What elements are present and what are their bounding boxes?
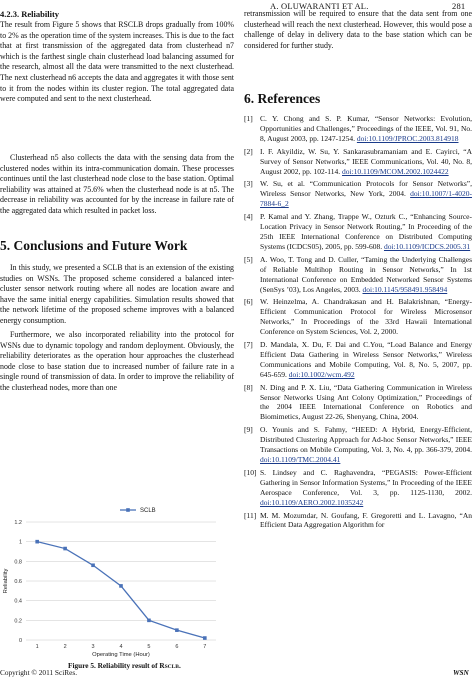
figure-5-caption: Figure 5. Reliability result of RSCLB. [68, 661, 181, 670]
reference-number: [4] [244, 212, 253, 222]
reference-number: [7] [244, 340, 253, 350]
data-point [91, 563, 95, 567]
reference-number: [10] [244, 467, 257, 477]
reference-item [244, 255, 472, 295]
legend-marker [126, 508, 130, 512]
reference-citation: O. Younis and S. Fahmy, “HEED: A Hybrid, Energy-Efficient, Distributed Clustering Approach for Ad-hoc Sensor Networks,” IEEE Transactions on Mobile Computing, Vol. 3, No. 4, pp. 366-379, 2004. [260, 425, 472, 455]
reference-doi-link[interactable]: doi:10.1109/AERO.2002.1035242 [260, 497, 364, 507]
reference-list [244, 114, 472, 533]
data-point [63, 547, 67, 551]
reference-text [260, 468, 472, 508]
reliability-chart [0, 500, 234, 658]
reference-text [260, 511, 472, 531]
reference-citation: M. M. Mozumdar, N. Goufang, F. Gregoretti and L. Lavagno, “An Efficient Data Aggregation Algorithm for [260, 510, 472, 530]
reference-item [244, 147, 472, 177]
reference-number: [6] [244, 297, 253, 307]
y-tick-label: 0.4 [14, 598, 22, 605]
reference-citation: S. Lindsey and C. Raghavendra, “PEGASIS: Power-Efficient Gathering in Sensor Information Systems,” In Proceeding of the IEEE Aerospace Conference, Vol. 3, pp. 1125-1130, 2002. [260, 467, 472, 497]
reference-item [244, 425, 472, 465]
paragraph-conclusions-1: In this study, we presented a SCLB that is an extension of the existing studies on WSNs. The proposed scheme considered a balanced inter-cluster sensor network routing where all nodes are location aware and have the same initial energy capabilities. Simulation results showed that the network lifetime of the proposed scheme improves with a balanced energy consumption. [0, 263, 234, 325]
heading-conclusions: 5. Conclusions and Future Work [0, 238, 188, 253]
reference-item [244, 468, 472, 508]
data-point [203, 636, 207, 640]
reference-citation: W. Heinzelma, A. Chandrakasan and H. Balakrishnan, “Energy-Efficient Communication Protocol for Wireless Microsensor Networks,” In Proceedings of the 33rd Hawaii International Conference on System Sciences, Vol. 2, 2000. [260, 297, 472, 337]
x-axis-label: Operating Time (Hour) [92, 652, 150, 658]
reference-citation: W. Su, et al. “Communication Protocols for Sensor Networks”, Wireless Sensor Networks, New York, 2004. [260, 179, 472, 199]
reference-doi-link[interactable]: doi:10.1007/1-4020-7884-6_2 [260, 189, 472, 209]
y-axis-label: Reliability [3, 568, 9, 594]
paragraph-conclusions-2: Furthermore, we also incorporated reliability into the protocol for WSNs due to dynamic topology and random deployment. Obviously, the reliability deteriorates as the operation hour approaches the clusterhead node close to base station due to increased number of failure rate in a single round of transmission of data. In order to improve the reliability of the clusterhead nodes, more than one [0, 330, 234, 392]
reference-text [260, 383, 472, 423]
reference-item [244, 340, 472, 380]
reference-text [260, 255, 472, 295]
x-tick-label: 3 [91, 644, 95, 650]
series-line-sclb [37, 542, 205, 638]
x-tick-label: 5 [147, 644, 151, 650]
reference-text [260, 212, 472, 252]
x-tick-label: 4 [119, 644, 123, 650]
reference-number: [8] [244, 382, 253, 392]
reference-doi-link[interactable]: doi:10.1109/TMC.2004.41 [260, 455, 341, 464]
reference-text [260, 114, 472, 144]
heading-references: 6. References [244, 91, 321, 106]
x-tick-label: 1 [35, 644, 39, 650]
paragraph-continuation: retransmission will be required to ensure that the data sent from one clusterhead will reach the next clusterhead. However, this would pose a challenge of delay in delivery data to the base station which can be considered for further study. [244, 9, 472, 50]
reference-text [260, 340, 472, 380]
reference-doi-link[interactable]: doi:10.1145/958491.958494 [362, 284, 448, 294]
reference-text [260, 179, 472, 209]
running-header-authors: A. OLUWARANTI ET AL. [270, 1, 369, 11]
reference-item [244, 511, 472, 531]
data-point [119, 584, 123, 588]
reference-item [244, 212, 472, 252]
reference-number: [1] [244, 114, 253, 123]
reference-number: [3] [244, 179, 253, 189]
y-tick-label: 1.2 [14, 520, 22, 526]
y-tick-label: 0.8 [14, 559, 22, 566]
x-tick-label: 2 [63, 644, 67, 650]
y-tick-label: 0.6 [14, 579, 22, 585]
reference-doi-link[interactable]: doi:10.1002/wcm.492 [288, 369, 355, 379]
data-point [147, 619, 151, 623]
section-title-reliability: 4.2.3. Reliability [0, 9, 60, 19]
y-tick-label: 0 [18, 638, 22, 644]
reference-number: [2] [244, 146, 253, 156]
reference-item [244, 297, 472, 337]
footer-journal: WSN [453, 668, 469, 677]
reference-citation: N. Ding and P. X. Liu, “Data Gathering Communication in Wireless Sensor Networks Using Ant Colony Optimization,” Proceedings of the 2004 IEEE International Conference on Robotics and Biomimetics, August 22-26, Shenyang, China, 2004. [260, 382, 472, 422]
reference-item [244, 383, 472, 423]
y-tick-label: 1 [18, 539, 22, 546]
reference-item [244, 114, 472, 144]
data-point [175, 628, 179, 632]
reference-number: [5] [244, 254, 253, 264]
reference-doi-link[interactable]: doi:10.1109/MCOM.2002.1024422 [342, 166, 449, 176]
reference-number: [11] [244, 510, 257, 520]
reference-text [260, 147, 472, 177]
footer-copyright: Copyright © 2011 SciRes. [0, 668, 78, 677]
reference-citation: C. Y. Chong and S. P. Kumar, “Sensor Networks: Evolution, Opportunities and Challenges,” Proceedings of the IEEE, Vol. 91, No. 8, August 2003, pp. 1247-1254. [260, 114, 472, 143]
reference-item [244, 179, 472, 209]
x-tick-label: 6 [175, 644, 179, 650]
reference-doi-link[interactable]: doi:10.1109/ICDCS.2005.31 [383, 241, 471, 251]
reference-citation: I. F. Akyildiz, W. Su, Y. Sankarasubramaniam and E. Cayirci, “A Survey of Sensor Networks,” IEEE Communications, Vol. 40, No. 8, August 2002, pp. 102-114. [260, 146, 472, 176]
x-tick-label: 7 [203, 644, 207, 650]
reference-citation: A. Woo, T. Tong and D. Culler, “Taming the Underlying Challenges of Reliable Multihop Routing in Sensor Networks,” In 1st International Conference on Embedded Networked Sensor Systems (SenSys ’03), Los Angeles, 2003. [260, 254, 472, 294]
paragraph-reliability-2: Clusterhead n5 also collects the data with the sensing data from the clustered nodes within its intra-communication domain. These processes continues until the last clusterhead node close to the base station. Optimal reliability was attained at 75.6% when the clusterhead node is at n5. The decrease in reliability was accounted for by the increase in failure rate of the aggregated data which resulted in packet loss. [0, 153, 234, 215]
page-number: 281 [452, 1, 466, 11]
y-tick-label: 0.2 [14, 618, 22, 625]
legend-label: SCLB [140, 508, 156, 514]
reference-text [260, 297, 472, 337]
reference-text [260, 425, 472, 465]
reference-citation: D. Mandala, X. Du, F. Dai and C.You, “Load Balance and Energy Efficient Data Gathering in Wireless Sensor Networks,” Wireless Communications and Mobile Computing, Vol. 8, No. 5, 2007, pp. 645-659. [260, 340, 472, 379]
data-point [35, 540, 39, 544]
reference-doi-link[interactable]: doi:10.1109/JPROC.2003.814918 [356, 133, 459, 143]
reference-number: [9] [244, 425, 253, 435]
paragraph-reliability-1: The result from Figure 5 shows that RSCLB drops gradually from 100% to 2% as the operation time of the system increases. This is due to the fact that at first transmission of the aggregated data from clusterhead n7 which is the farthest single chain clusterhead load balancing assumed for the research, almost all the data were transmitted to the next clusterhead. The next clusterhead n6 accepts the data and aggregates it with those sent to it from the nodes within its cluster region. The total aggregated data were computed and sent to the next clusterhead. [0, 20, 234, 104]
reference-citation: P. Kamal and Y. Zhang, Trappe W., Ozturk C., “Enhancing Source-Location Privacy in Sensor Network Routing,” In Proceeding of the 25th IEEE International Conference on Distributed Computing Systems (ICDCS05), 2005, pp. 599-608. [260, 212, 472, 251]
